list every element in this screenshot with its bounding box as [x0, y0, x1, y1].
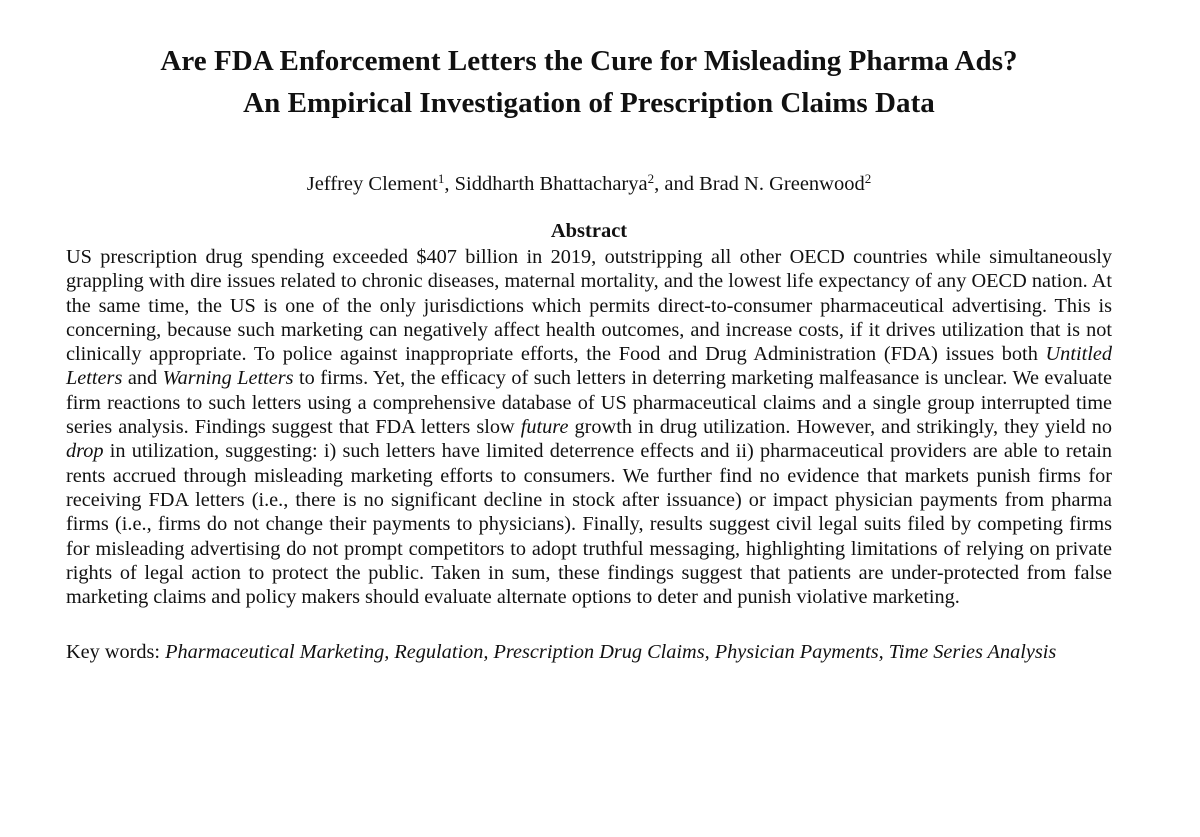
- abstract-emphasis: drop: [66, 440, 104, 463]
- keywords-line: [66, 639, 1112, 665]
- abstract-emphasis: Untitled Letters: [66, 343, 1112, 390]
- abstract-text: in utilization, suggesting: i) such letters have limited deterrence effects and ii) pharmaceutical providers are able to retain rents accrued through misleading marketing efforts to consumers. We further find no evidence that markets punish firms for receiving FDA letters (i.e., there is no significant decline in stock after issuance) or impact physician payments from pharma firms (i.e., firms do not change their payments to physicians). Finally, results suggest civil legal suits filed by competing firms for misleading advertising do not prompt competitors to adopt truthful messaging, highlighting limitations of relying on private rights of legal action to protect the public. Taken in sum, these findings suggest that patients are under-protected from false marketing claims and policy makers should evaluate alternate options to deter and punish violative marketing.: [66, 440, 1112, 609]
- author-separator: ,: [444, 173, 455, 195]
- abstract-heading: Abstract: [550, 220, 628, 242]
- keywords-list: Pharmaceutical Marketing, Regulation, Prescription Drug Claims, Physician Payments, Time Series Analysis: [165, 641, 1057, 664]
- author-affiliation-marker: 2: [647, 171, 655, 186]
- paper-title: [66, 0, 1112, 124]
- author-separator: , and: [654, 173, 700, 195]
- abstract-emphasis: Warning Letters: [162, 367, 294, 390]
- paper-title-line-1: Are FDA Enforcement Letters the Cure for Misleading Pharma Ads?: [160, 45, 1018, 77]
- author-list: [66, 171, 1112, 199]
- abstract-text: US prescription drug spending exceeded $407 billion in 2019, outstripping all other OECD countries while simultaneously grappling with dire issues related to chronic diseases, maternal mortality, and the lowest life expectancy of any OECD nation. At the same time, the US is one of the only jurisdictions which permits direct-to-consumer pharmaceutical advertising. This is concerning, because such marketing can negatively affect health outcomes, and increase costs, if it drives utilization that is not clinically appropriate. To police against inappropriate efforts, the Food and Drug Administration (FDA) issues both: [66, 246, 1112, 366]
- abstract-body: [66, 245, 1112, 609]
- abstract-text: and: [122, 367, 163, 390]
- keywords-label: Key words:: [66, 641, 166, 664]
- author-name: Brad N. Greenwood: [699, 173, 865, 195]
- abstract-emphasis: future: [520, 416, 569, 439]
- abstract-text: growth in drug utilization. However, and strikingly, they yield no: [568, 416, 1113, 439]
- author-affiliation-marker: 1: [437, 171, 445, 186]
- abstract-text: to firms. Yet, the efficacy of such letters in deterring marketing malfeasance is unclear. We evaluate firm reactions to such letters using a comprehensive database of US pharmaceutical claims and a single group interrupted time series analysis. Findings suggest that FDA letters slow: [66, 367, 1112, 439]
- author-affiliation-marker: 2: [864, 171, 872, 186]
- author-name: Siddharth Bhattacharya: [454, 173, 648, 195]
- author-name: Jeffrey Clement: [306, 173, 438, 195]
- paper-title-line-2: An Empirical Investigation of Prescription Claims Data: [243, 87, 935, 119]
